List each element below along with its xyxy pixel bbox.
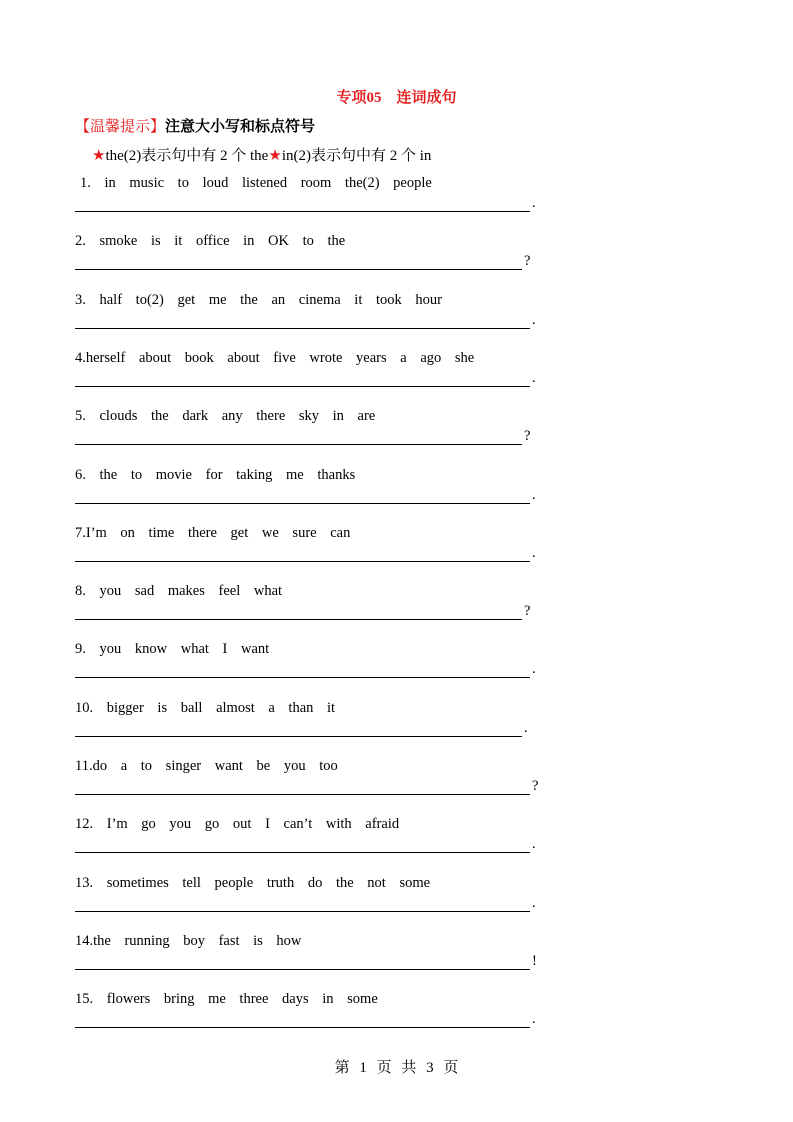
question-words: 7.I’m on time there get we sure can bbox=[75, 524, 351, 541]
answer-punctuation: ? bbox=[524, 603, 531, 620]
question-item bbox=[75, 931, 545, 969]
question-item bbox=[80, 173, 550, 211]
answer-line[interactable] bbox=[75, 969, 530, 970]
question-item bbox=[75, 873, 545, 911]
answer-punctuation: . bbox=[532, 661, 536, 678]
star-icon: ★ bbox=[268, 148, 282, 164]
question-words: 1. in music to loud listened room the(2) people bbox=[80, 175, 432, 191]
answer-punctuation: . bbox=[532, 486, 536, 503]
question-words: 4.herself about book about five wrote years a ago she bbox=[75, 349, 475, 366]
tip-text: 注意大小写和标点符号 bbox=[165, 119, 316, 135]
note-part-2: in(2)表示句中有 2 个 in bbox=[281, 148, 432, 164]
question-words: 9. you know what I want bbox=[75, 641, 270, 658]
question-item bbox=[75, 814, 545, 853]
question-words: 11.do a to singer want be you too bbox=[75, 758, 338, 774]
tip-banner bbox=[75, 115, 315, 136]
question-words: 10. bigger is ball almost a than it bbox=[75, 699, 336, 716]
answer-line[interactable] bbox=[75, 619, 522, 620]
answer-punctuation: . bbox=[532, 369, 536, 386]
question-item bbox=[75, 406, 545, 445]
star-icon: ★ bbox=[92, 148, 106, 164]
answer-line[interactable] bbox=[75, 852, 530, 853]
page-footer: 第 1 页 共 3 页 bbox=[334, 1060, 459, 1076]
answer-line[interactable] bbox=[75, 561, 530, 562]
answer-line[interactable] bbox=[75, 1027, 530, 1028]
answer-punctuation: . bbox=[524, 719, 528, 736]
question-item bbox=[75, 989, 545, 1028]
answer-line[interactable] bbox=[75, 269, 522, 270]
instruction-note bbox=[92, 144, 431, 165]
question-words: 8. you sad makes feel what bbox=[75, 583, 283, 600]
tip-label: 【温馨提示】 bbox=[75, 119, 166, 135]
note-part-1: the(2)表示句中有 2 个 the bbox=[105, 148, 269, 164]
answer-line[interactable] bbox=[75, 677, 530, 678]
answer-line[interactable] bbox=[75, 444, 522, 445]
answer-punctuation: ? bbox=[524, 428, 531, 445]
page-title: 专项05 连词成句 bbox=[336, 90, 457, 106]
question-item bbox=[75, 231, 545, 270]
answer-punctuation: ! bbox=[532, 952, 537, 969]
question-words: 5. clouds the dark any there sky in are bbox=[75, 408, 376, 425]
question-item bbox=[75, 348, 545, 386]
answer-line[interactable] bbox=[75, 211, 530, 212]
answer-line[interactable] bbox=[75, 386, 530, 387]
question-words: 2. smoke is it office in OK to the bbox=[75, 233, 346, 250]
answer-punctuation: ? bbox=[532, 778, 539, 794]
answer-line[interactable] bbox=[75, 328, 530, 329]
answer-line[interactable] bbox=[75, 736, 522, 737]
question-item bbox=[75, 290, 545, 328]
answer-punctuation: . bbox=[532, 836, 536, 853]
question-item bbox=[75, 523, 545, 561]
question-words: 13. sometimes tell people truth do the not some bbox=[75, 874, 431, 891]
answer-punctuation: . bbox=[532, 195, 536, 211]
question-item bbox=[75, 698, 545, 736]
question-words: 15. flowers bring me three days in some bbox=[75, 991, 378, 1008]
answer-punctuation: ? bbox=[524, 253, 531, 270]
answer-line[interactable] bbox=[75, 911, 530, 912]
answer-punctuation: . bbox=[532, 311, 536, 328]
question-item bbox=[75, 756, 545, 794]
answer-punctuation: . bbox=[532, 894, 536, 911]
question-words: 6. the to movie for taking me thanks bbox=[75, 466, 356, 483]
answer-punctuation: . bbox=[532, 1011, 536, 1028]
answer-line[interactable] bbox=[75, 503, 530, 504]
question-words: 3. half to(2) get me the an cinema it took hour bbox=[75, 291, 442, 308]
question-item bbox=[75, 639, 545, 678]
question-words: 12. I’m go you go out I can’t with afraid bbox=[75, 816, 400, 833]
question-item bbox=[75, 465, 545, 503]
answer-punctuation: . bbox=[532, 544, 536, 561]
question-item bbox=[75, 581, 545, 620]
answer-line[interactable] bbox=[75, 794, 530, 795]
question-words: 14.the running boy fast is how bbox=[75, 932, 302, 949]
